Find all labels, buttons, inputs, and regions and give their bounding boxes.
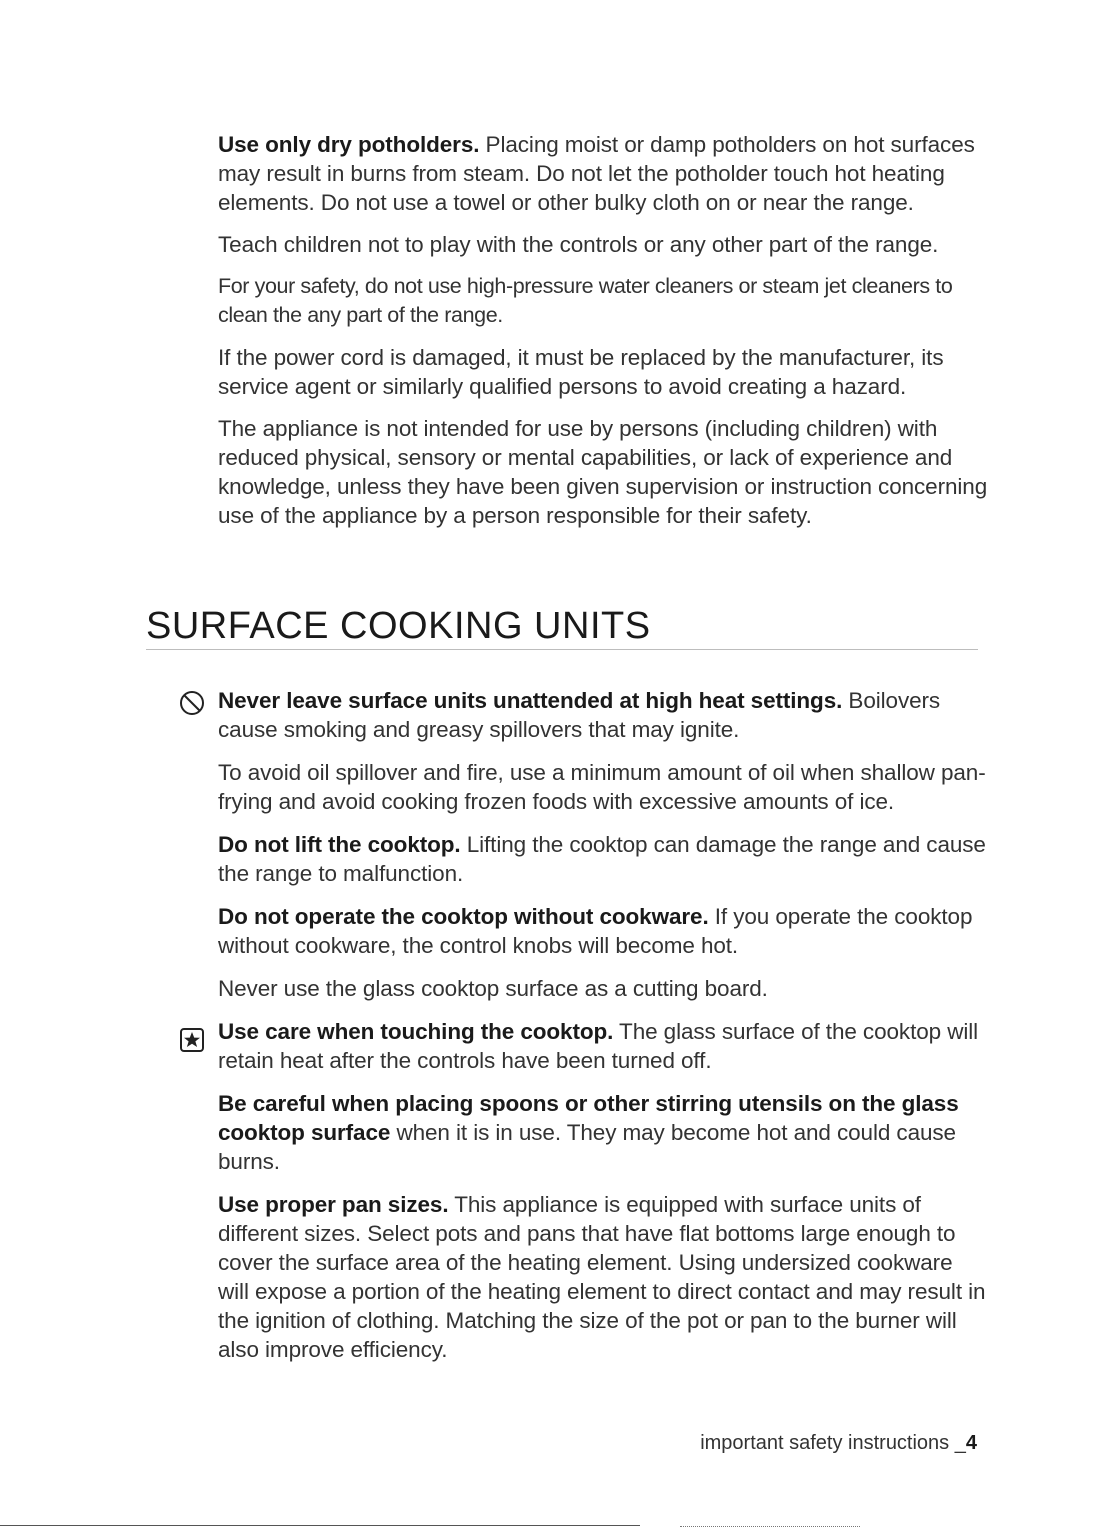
paragraph-body: Teach children not to play with the controls or any other part of the range.	[218, 232, 939, 257]
paragraph-body: Never use the glass cooktop surface as a cutting board.	[218, 976, 768, 1001]
paragraph-body: Lifting the cooktop can damage the range and cause the range to malfunction.	[218, 832, 986, 886]
paragraph-pressure-cleaners	[218, 272, 988, 330]
paragraph-body: If you operate the cooktop without cookware, the control knobs will become hot.	[218, 904, 973, 958]
paragraph-lead: Do not operate the cooktop without cookware.	[218, 904, 709, 929]
section-heading-wrap	[146, 604, 978, 650]
paragraph-body: To avoid oil spillover and fire, use a minimum amount of oil when shallow pan-frying and avoid cooking frozen foods with excessive amounts of ice.	[218, 760, 986, 814]
paragraph-lift-cooktop	[218, 830, 988, 888]
footer-label: important safety instructions _	[700, 1432, 966, 1454]
bottom-paragraph-block	[218, 686, 988, 1378]
page-number: 4	[965, 1432, 977, 1454]
paragraph-cutting-board	[218, 974, 988, 1003]
paragraph-lead: Use care when touching the cooktop.	[218, 1019, 614, 1044]
paragraph-body: If the power cord is damaged, it must be replaced by the manufacturer, its service agent or similarly qualified persons to avoid creating a hazard.	[218, 345, 944, 399]
paragraph-appliance-persons	[218, 414, 988, 530]
paragraph-lead: Use only dry potholders.	[218, 132, 480, 157]
paragraph-dry-potholders	[218, 130, 988, 217]
prohibit-icon	[179, 690, 205, 716]
paragraph-lead: Use proper pan sizes.	[218, 1192, 449, 1217]
paragraph-lead: Never leave surface units unattended at high heat settings.	[218, 688, 843, 713]
paragraph-body: Boilovers cause smoking and greasy spillovers that may ignite.	[218, 688, 941, 742]
paragraph-oil-spillover	[218, 758, 988, 816]
page-footer	[700, 1432, 977, 1455]
bottom-rule-dotted	[680, 1526, 860, 1528]
bottom-rule	[0, 1525, 640, 1526]
section-heading: SURFACE COOKING UNITS	[146, 605, 651, 647]
paragraph-body: when it is in use. They may become hot and could cause burns.	[218, 1120, 956, 1174]
paragraph-never-leave	[218, 686, 988, 744]
paragraph-stirring-utensils	[218, 1089, 988, 1176]
paragraph-lead: Do not lift the cooktop.	[218, 832, 461, 857]
paragraph-body: Placing moist or damp potholders on hot surfaces may result in burns from steam. Do not let the potholder touch hot heating elements. Do not use a towel or other bulky cloth on or near the range.	[218, 132, 975, 215]
paragraph-body: This appliance is equipped with surface units of different sizes. Select pots and pans that have flat bottoms large enough to cover the surface area of the heating element. Using undersized cookware will expose a portion of the heating element to direct contact and may result in the ignition of clothing. Matching the size of the pot or pan to the burner will also improve efficiency.	[218, 1192, 986, 1362]
paragraph-touching-cooktop	[218, 1017, 988, 1075]
paragraph-power-cord	[218, 343, 988, 401]
paragraph-pan-sizes	[218, 1190, 988, 1364]
paragraph-teach-children	[218, 230, 988, 259]
paragraph-body: For your safety, do not use high-pressure water cleaners or steam jet cleaners to clean the any part of the range.	[218, 274, 953, 327]
paragraph-lead: Be careful when placing spoons or other stirring utensils on the glass cooktop surface	[218, 1091, 959, 1145]
paragraph-body: The glass surface of the cooktop will retain heat after the controls have been turned off.	[218, 1019, 979, 1073]
star-caution-icon	[179, 1027, 205, 1053]
top-paragraph-block	[218, 130, 988, 543]
paragraph-body: The appliance is not intended for use by persons (including children) with reduced physical, sensory or mental capabilities, or lack of experience and knowledge, unless they have been given supervision or instruction concerning use of the appliance by a person responsible for their safety.	[218, 416, 988, 528]
paragraph-without-cookware	[218, 902, 988, 960]
